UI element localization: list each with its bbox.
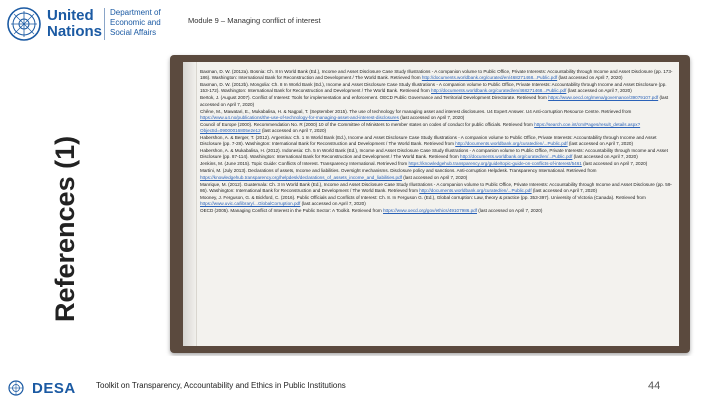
reference-text: Chêne, M., Mawatari, E., Mukabalisa, H. & Nagpal, T. (September 2015). The use of technology for managing asset and interest disclosures. U4 Expert Answer. U4 Anti-corruption Resource Centre. Retrieved from	[200, 108, 632, 114]
reference-entry	[200, 148, 674, 160]
reference-text: Jenkins, M. (June 2015). Topic Guide: Conflicts of Interest. Transparency International. Retrieved from	[200, 161, 408, 167]
reference-access-note: (last accessed on April 7, 2020)	[532, 187, 597, 193]
reference-link[interactable]: https://knowledgehub.transparency.org/helpdesk/declarations_of_assets_income_and_liabilities.pdf	[200, 174, 402, 180]
reference-link[interactable]: https://www.uvic.ca/library/...GlobalCorruption.pdf	[200, 201, 301, 207]
reference-link[interactable]: https://www.oecd.org/gov/ethics/49107986.pdf	[383, 208, 477, 214]
desa-logo-text: DESA	[32, 380, 76, 397]
un-logo-text: United Nations	[47, 7, 103, 40]
reference-link[interactable]: https://search.coe.int/cm/Pages/result_details.aspx?ObjectId=09000016805e2e12	[200, 121, 641, 134]
reference-entry	[200, 95, 674, 107]
reference-access-note: (last accessed on April 7, 2020)	[200, 95, 669, 107]
reference-text: Habershon, A. & Berger, T. (2012). Argentina: Ch. 1 In World Bank (Ed.), Income and Asset Disclosure Case Study Illustrations - A companion volume to Public Office, Private Interests: Accountability through Income and Asset Disclosure (pp. 7-28). Washington: International Bank for Reconstruction and Development / The World Bank. Retrieved from	[200, 135, 657, 147]
references-list	[200, 69, 674, 215]
logo-divider	[104, 8, 105, 40]
reference-access-note: (last accessed on April 7, 2020)	[400, 114, 465, 120]
reference-link[interactable]: https://www.oecd.org/mena/governance/39079107.pdf	[548, 95, 659, 101]
reference-entry	[200, 82, 674, 94]
reference-access-note: (last accessed on April 7, 2020)	[558, 75, 623, 81]
un-emblem-small-icon	[8, 380, 24, 396]
reference-link[interactable]: https://www.u4.no/publications/the-use-of-technology-for-managing-asset-and-interest-disclosures	[200, 114, 399, 120]
department-name	[110, 8, 161, 38]
header-bar	[0, 0, 720, 50]
reference-link[interactable]: http://documents.worldbank.org/curated/en/...Public.pdf	[460, 154, 573, 160]
reference-access-note: (last accessed on April 7, 2020)	[261, 128, 327, 134]
reference-access-note: (last accessed on April 7, 2020)	[573, 154, 638, 160]
reference-text: Baxman, D. W. (2012a). Bosnia: Ch. 8 In World Bank (Ed.), Income and Asset Disclosure Case Study Illustrations - A companion volume to Public Office, Private Interests: Accountability through Income and Asset Disclosure (pp. 173-186). Washington: International Bank for Reconstruction and Development / The World Bank. Retrieved from	[200, 69, 673, 81]
reference-entry	[200, 122, 674, 134]
reference-entry	[200, 109, 674, 121]
reference-link[interactable]: http://documents.worldbank.org/curated/en/...Public.pdf	[419, 187, 532, 193]
reference-entry	[200, 208, 674, 214]
reference-link[interactable]: http://documents.worldbank.org/curated/en/468271468...Public.pdf	[421, 75, 558, 81]
reference-link[interactable]: http://documents.worldbank.org/curated/en/...Public.pdf	[455, 141, 568, 147]
reference-access-note: (last accessed on April 7, 2020)	[478, 208, 543, 214]
page-shadow	[183, 62, 197, 346]
reference-access-note: (last accessed on April 7, 2020)	[568, 141, 633, 147]
reference-entry	[200, 161, 674, 167]
slide-title: References (1)	[50, 135, 80, 322]
reference-text: Martini, M. (July 2013). Declarations of assets, Income and liabilities. Oversight mechanisms. Disclosure policy and sanctions. Anti-corruption Helpdesk. Transparency International. Retrieved from	[200, 168, 597, 174]
reference-text: Baxman, D. W. (2012b). Mongolia: Ch. 8 In World Bank (Ed.), Income and Asset Disclosure Case Study Illustrations - A companion volume to Public Office, Private Interests: Accountability through Income and Asset Disclosure (pp. 153-172). Washington: International Bank for Reconstruction and Development / The World Bank. Retrieved from	[200, 82, 667, 94]
department-line: Social Affairs	[110, 28, 157, 37]
reference-entry	[200, 69, 674, 81]
reference-access-note: (last accessed on April 7, 2020)	[301, 201, 366, 207]
reference-text: Council of Europe (2000). Recommendation No. R (2000) 10 of the Committee of Ministers to member states on codes of conduct for public officials. Retrieved from	[200, 121, 533, 127]
toolkit-title: Toolkit on Transparency, Accountability and Ethics in Public Institutions	[96, 381, 346, 390]
reference-access-note: (last accessed on April 7, 2020)	[403, 174, 468, 180]
module-title: Module 9 – Managing conflict of interest	[188, 16, 321, 25]
reference-text: Mooney, J. Ferguson, G. & Bickford, C. (2016). Public Officials and Conflicts of Interest: Ch. 8. In Ferguson G. (Ed.), Global corruption: Law, theory & practice (pp. 353-397). University of Victoria (Canada). Retrieved from	[200, 194, 646, 200]
reference-entry	[200, 182, 674, 194]
reference-text: Bertok, J. (August 2007). Conflict of Interest: Tools for implementation and enforcement. OECD Public Governance and Territorial Development Directorate. Retrieved from	[200, 95, 547, 101]
reference-text: OECD (2005). Managing Conflict of Interest in the Public Sector: A Toolkit. Retrieved from	[200, 208, 382, 214]
page-number: 44	[648, 380, 661, 392]
reference-link[interactable]: http://documents.worldbank.org/curated/en/468271468...Public.pdf	[431, 88, 567, 94]
reference-text: Manrique, M. (2012). Guatemala: Ch. 3 In World Bank (Ed.), Income and Asset Disclosure Case Study Illustrations - A companion volume to Public Office, Private Interests: Accountability through Income and Asset Disclosure (pp. 59-86). Washington: International Bank for Reconstruction and Development / The World Bank. Retrieved from	[200, 181, 672, 193]
reference-text: Habershon, A. & Mukabalisa, H. (2012). Indonesia: Ch. 5 In World Bank (Ed.), Income and Asset Disclosure Case Study Illustrations - A companion volume to Public Office, Private Interests: Accountability through Income and Asset Disclosure (pp. 87-114). Washington: International Bank for Reconstruction and Development / The World Bank. Retrieved from	[200, 148, 668, 160]
reference-entry	[200, 168, 674, 180]
reference-access-note: (last accessed on April 7, 2020)	[567, 88, 632, 94]
department-line: Department of	[110, 8, 161, 17]
un-emblem-icon	[6, 6, 42, 42]
page-edge	[196, 62, 197, 346]
reference-entry	[200, 195, 674, 207]
reference-entry	[200, 135, 674, 147]
department-line: Economic and	[110, 18, 161, 27]
reference-link[interactable]: https://knowledgehub.transparency.org/guide/topic-guide-on-conflicts-of-interest/5461	[408, 161, 582, 167]
reference-access-note: (last accessed on April 7, 2020)	[583, 161, 648, 167]
